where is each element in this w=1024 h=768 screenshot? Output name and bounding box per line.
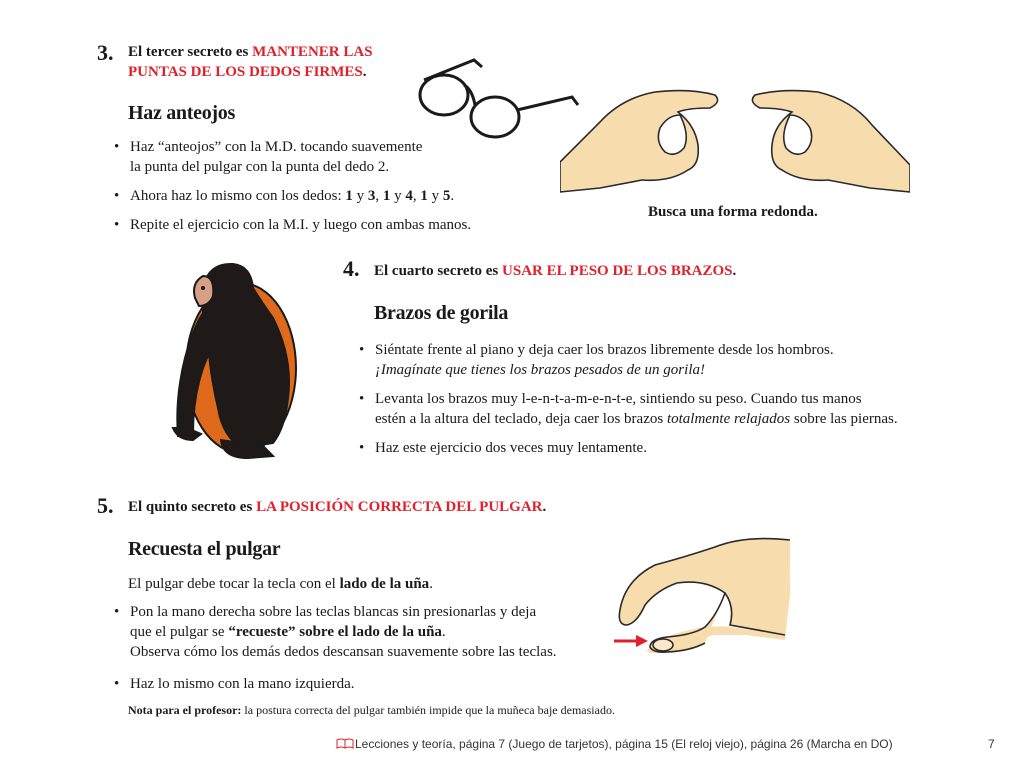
bullet-text: , — [412, 188, 421, 204]
finger-number: 1 — [345, 188, 353, 204]
section-5-exercise-title: Recuesta el pulgar — [128, 538, 281, 560]
list-item — [112, 215, 532, 235]
bullet-text: Pon la mano derecha sobre las teclas blancas sin presionarlas y deja — [130, 604, 537, 620]
section-5-statement — [128, 574, 433, 594]
note-text: la postura correcta del pulgar también impide que la muñeca baje demasiado. — [241, 703, 615, 717]
footer-reference-line — [336, 737, 893, 751]
section-4-bullets — [357, 340, 957, 467]
section-3-period: . — [362, 64, 367, 80]
list-item — [357, 389, 957, 429]
section-3-bullets — [112, 137, 532, 244]
section-5-bullets — [112, 602, 592, 703]
list-item — [112, 186, 532, 206]
list-item — [357, 438, 957, 458]
section-4-period: . — [732, 263, 737, 279]
list-item — [112, 602, 592, 662]
bullet-text: y — [427, 188, 443, 204]
bullet-text: . — [441, 624, 446, 640]
section-3-intro: El tercer secreto es — [128, 44, 249, 60]
section-5-heading — [128, 497, 546, 517]
bullet-text: estén a la altura del teclado, deja caer los brazos — [375, 411, 667, 427]
bullet-text: sobre las piernas. — [790, 411, 898, 427]
section-5-highlight: LA POSICIÓN CORRECTA DEL PULGAR — [256, 499, 543, 515]
hands-round-shape-icon — [560, 70, 910, 195]
section-4-number: 4. — [343, 256, 360, 281]
finger-number: 1 — [420, 188, 428, 204]
section-5-number: 5. — [97, 493, 114, 518]
section-4-highlight: USAR EL PESO DE LOS BRAZOS — [502, 263, 733, 279]
section-3-highlight-2: PUNTAS DE LOS DEDOS FIRMES — [128, 64, 363, 80]
bullet-text: Repite el ejercicio con la M.I. y luego con ambas manos. — [130, 217, 472, 233]
section-4-exercise-title: Brazos de gorila — [374, 302, 509, 324]
statement-text: . — [429, 576, 433, 592]
section-4-heading — [374, 261, 736, 281]
bullet-text: y — [390, 188, 406, 204]
bullet-text: “recueste” sobre el lado de la uña — [228, 624, 442, 640]
bullet-text: Haz este ejercicio dos veces muy lentamente. — [375, 440, 647, 456]
bullet-text: Levanta los brazos muy l-e-n-t-a-m-e-n-t-e, sintiendo su peso. Cuando tus manos — [375, 391, 862, 407]
section-5-period: . — [542, 499, 547, 515]
statement-text: El pulgar debe tocar la tecla con el — [128, 576, 340, 592]
bullet-text: Ahora haz lo mismo con los dedos: — [130, 188, 346, 204]
bullet-text: Haz lo mismo con la mano izquierda. — [130, 676, 355, 692]
statement-text: lado de la uña — [339, 576, 430, 592]
finger-number: 3 — [367, 188, 376, 204]
bullet-text: totalmente relajados — [666, 411, 791, 427]
bullet-text: la punta del pulgar con la punta del dedo 2. — [130, 159, 390, 175]
gorilla-icon — [163, 258, 303, 466]
section-3-highlight-1: MANTENER LAS — [252, 44, 373, 60]
bullet-text: Observa cómo los demás dedos descansan suavemente sobre las teclas. — [130, 644, 557, 660]
book-icon — [336, 738, 354, 749]
section-3-exercise-title: Haz anteojos — [128, 102, 235, 124]
hands-caption: Busca una forma redonda. — [648, 204, 818, 220]
page-number: 7 — [988, 737, 995, 751]
red-arrow-icon — [612, 633, 650, 649]
finger-number: 1 — [382, 188, 391, 204]
section-4-intro: El cuarto secreto es — [374, 263, 499, 279]
bullet-text: Siéntate frente al piano y deja caer los brazos libremente desde los hombros. — [375, 342, 834, 358]
bullet-text: ¡Imagínate que tienes los brazos pesados de un gorila! — [375, 362, 705, 378]
teacher-note — [128, 703, 615, 718]
bullet-text: . — [450, 188, 455, 204]
list-item — [357, 340, 957, 380]
bullet-text: Haz “anteojos” con la M.D. tocando suavemente — [130, 139, 423, 155]
glasses-icon — [412, 55, 584, 150]
section-3-heading — [128, 42, 418, 82]
note-label: Nota para el profesor: — [128, 703, 242, 717]
list-item — [112, 674, 592, 694]
bullet-text: , — [375, 188, 383, 204]
footer-reference: Lecciones y teoría, página 7 (Juego de tarjetos), página 15 (El reloj viejo), página 26 (Marcha en DO) — [355, 737, 893, 751]
section-5-intro: El quinto secreto es — [128, 499, 253, 515]
bullet-text: que el pulgar se — [130, 624, 229, 640]
bullet-text: y — [352, 188, 368, 204]
finger-number: 5 — [442, 188, 451, 204]
section-3-number: 3. — [97, 40, 114, 65]
finger-number: 4 — [405, 188, 413, 204]
